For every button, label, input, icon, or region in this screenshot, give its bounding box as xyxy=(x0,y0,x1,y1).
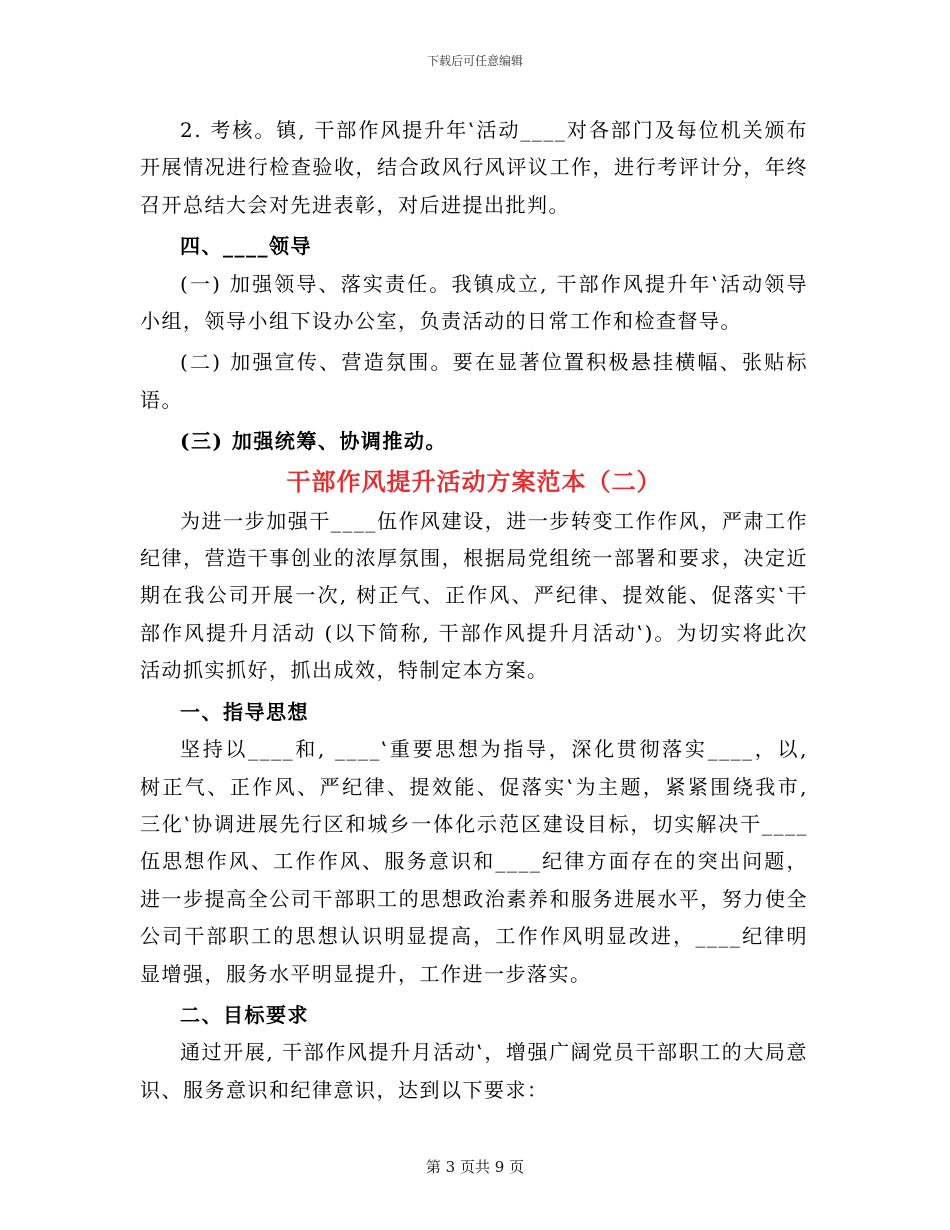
section-heading-objectives: 二、目标要求 xyxy=(180,1002,309,1027)
page-footer: 第 3 页共 9 页 xyxy=(425,1158,525,1176)
paragraph-introduction: 为进一步加强干____伍作风建设，进一步转变工作作风，严肃工作纪律，营造干事创业的浓厚氛围，根据局党组统一部署和要求，决定近期在我公司开展一次, 树正气、正作风、严纪律、提效能、促落实‛干部作风提升月活动 (以下简称, 干部作风提升月活动‛)。为切实将此次活动抓实抓好，抓出成效，特制定本方案。 xyxy=(140,508,808,683)
document-title: 干部作风提升活动方案范本（二） xyxy=(286,466,662,496)
section-heading-guiding-ideology: 一、指导思想 xyxy=(180,699,309,724)
paragraph-guiding-ideology: 坚持以____和, ____‛重要思想为指导，深化贯彻落实____，以, 树正气、正作风、严纪律、提效能、促落实‛为主题，紧紧围绕我市, 三化‛协调进展先行区和城乡一体化示范区建设目标，切实解决干____伍思想作风、工作作风、服务意识和____纪律方面存在的突出问题，进一步提高全公司干部职工的思想政治素养和服务进展水平，努力使全公司干部职工的思想认识明显提高，工作作风明显改进，____纪律明显增强，服务水平明显提升，工作进一步落实。 xyxy=(140,737,808,986)
paragraph-publicity: (二) 加强宣传、营造氛围。要在显著位置积极悬挂横幅、张贴标语。 xyxy=(140,350,808,412)
paragraph-strengthen-leadership: (一) 加强领导、落实责任。我镇成立, 干部作风提升年‛活动领导小组，领导小组下设办公室，负责活动的日常工作和检查督导。 xyxy=(140,271,808,334)
section-heading-coordination: (三) 加强统筹、协调推动。 xyxy=(180,429,447,454)
paragraph-objectives: 通过开展, 干部作风提升月活动‛，增强广阔党员干部职工的大局意识、服务意识和纪律意识，达到以下要求： xyxy=(140,1040,808,1102)
page-header: 下载后可任意编辑 xyxy=(426,54,523,68)
document-body xyxy=(140,112,808,1109)
paragraph-assessment: 2. 考核。镇, 干部作风提升年‛活动____对各部门及每位机关颁布开展情况进行检查验收，结合政风行风评议工作，进行考评计分，年终召开总结大会对先进表彰，对后进提出批判。 xyxy=(140,118,808,217)
section-heading-leadership: 四、____领导 xyxy=(180,234,312,259)
